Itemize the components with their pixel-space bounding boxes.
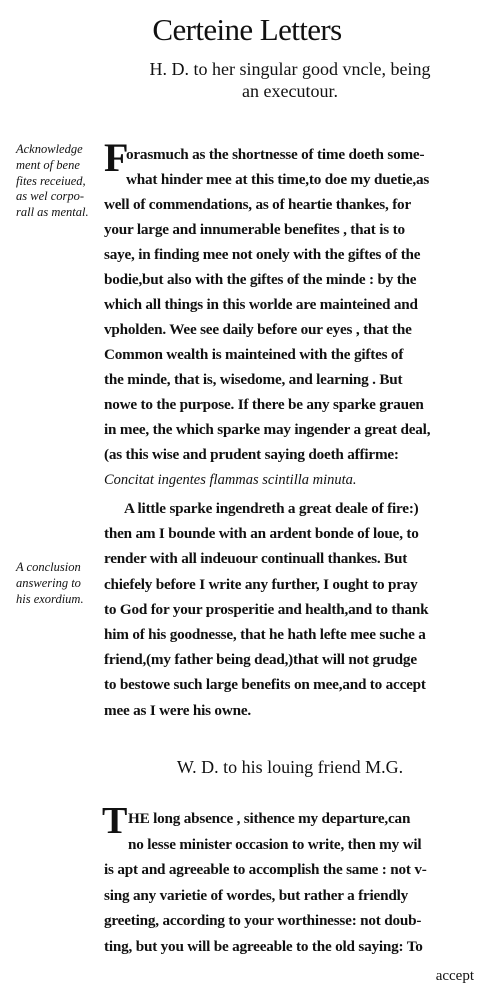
letter1-heading-line-2: an executour. [242, 81, 338, 101]
margin-note-conclusion [16, 560, 100, 607]
body-line: vpholden. Wee see daily before our eyes , that the [104, 321, 412, 338]
body-line: him of his goodnesse, that he hath lefte mee suche a [104, 626, 426, 643]
body-line: the minde, that is, wisedome, and learning . But [104, 371, 403, 388]
body-line: is apt and agreeable to accomplish the same : not v- [104, 861, 427, 878]
letter1-heading-line-1: H. D. to her singular good vncle, being [149, 59, 431, 79]
body-line: render with all indeuour continuall thankes. But [104, 550, 408, 568]
margin-note-line: as wel corpo- [16, 189, 85, 204]
body-line: your large and innumerable benefites , that is to [104, 221, 405, 238]
body-line: saye, in finding mee not onely with the giftes of the [104, 246, 421, 263]
margin-note-line: fites receiued, [16, 173, 86, 188]
margin-note-line: Acknowledge [16, 142, 83, 156]
body-line: which all things in this worlde are mainteined and [104, 296, 418, 313]
body-line: chiefely before I write any further, I ought to pray [104, 575, 418, 593]
body-line: what hinder mee at this time,to doe my duetie,as [126, 171, 430, 188]
body-line: then am I bounde with an ardent bonde of loue, to [104, 525, 419, 543]
body-line: bodie,but also with the giftes of the minde : by the [104, 271, 417, 288]
margin-note-line: answering to [16, 575, 81, 590]
letter2-dropcap: T [102, 800, 128, 842]
body-line: well of commendations, as of heartie thankes, for [104, 196, 411, 213]
body-line: HE long absence , sithence my departure,can [128, 810, 411, 827]
catchword: accept [435, 968, 474, 984]
margin-note-line: his exordium. [16, 591, 84, 606]
margin-note-line: ment of bene [16, 157, 80, 172]
body-line: nowe to the purpose. If there be any sparke grauen [104, 396, 424, 413]
body-line: friend,(my father being dead,)that will not grudge [104, 651, 417, 669]
letter2-heading: W. D. to his louing friend M.G. [176, 757, 404, 777]
margin-note-line: A conclusion [16, 560, 81, 574]
body-line: orasmuch as the shortnesse of time doeth some- [126, 146, 425, 163]
body-line: mee as I were his owne. [104, 701, 251, 719]
body-line: to God for your prosperitie and health,and to thank [104, 600, 429, 618]
letter1-heading [90, 58, 490, 102]
body-line: (as this wise and prudent saying doeth affirme: [104, 446, 399, 463]
page-title: Certeine Letters [152, 12, 342, 47]
latin-quote: Concitat ingentes flammas scintilla minuta. [104, 472, 357, 488]
letter1-dropcap: F [104, 135, 129, 180]
body-line: to bestowe such large benefits on mee,and to accept [104, 676, 426, 694]
body-line: Common wealth is mainteined with the giftes of [104, 346, 404, 363]
body-line: ting, but you will be agreeable to the old saying: To [104, 937, 423, 955]
margin-note-line: rall as mental. [16, 205, 89, 220]
body-line: sing any varietie of wordes, but rather a friendly [104, 886, 408, 904]
body-line: in mee, the which sparke may ingender a great deal, [104, 421, 431, 438]
body-line: no lesse minister occasion to write, then my wil [128, 835, 422, 853]
body-line: A little sparke ingendreth a great deale of fire:) [124, 500, 419, 517]
margin-note-acknowledgement [16, 142, 100, 221]
body-line: greeting, according to your worthinesse: not doub- [104, 912, 422, 929]
